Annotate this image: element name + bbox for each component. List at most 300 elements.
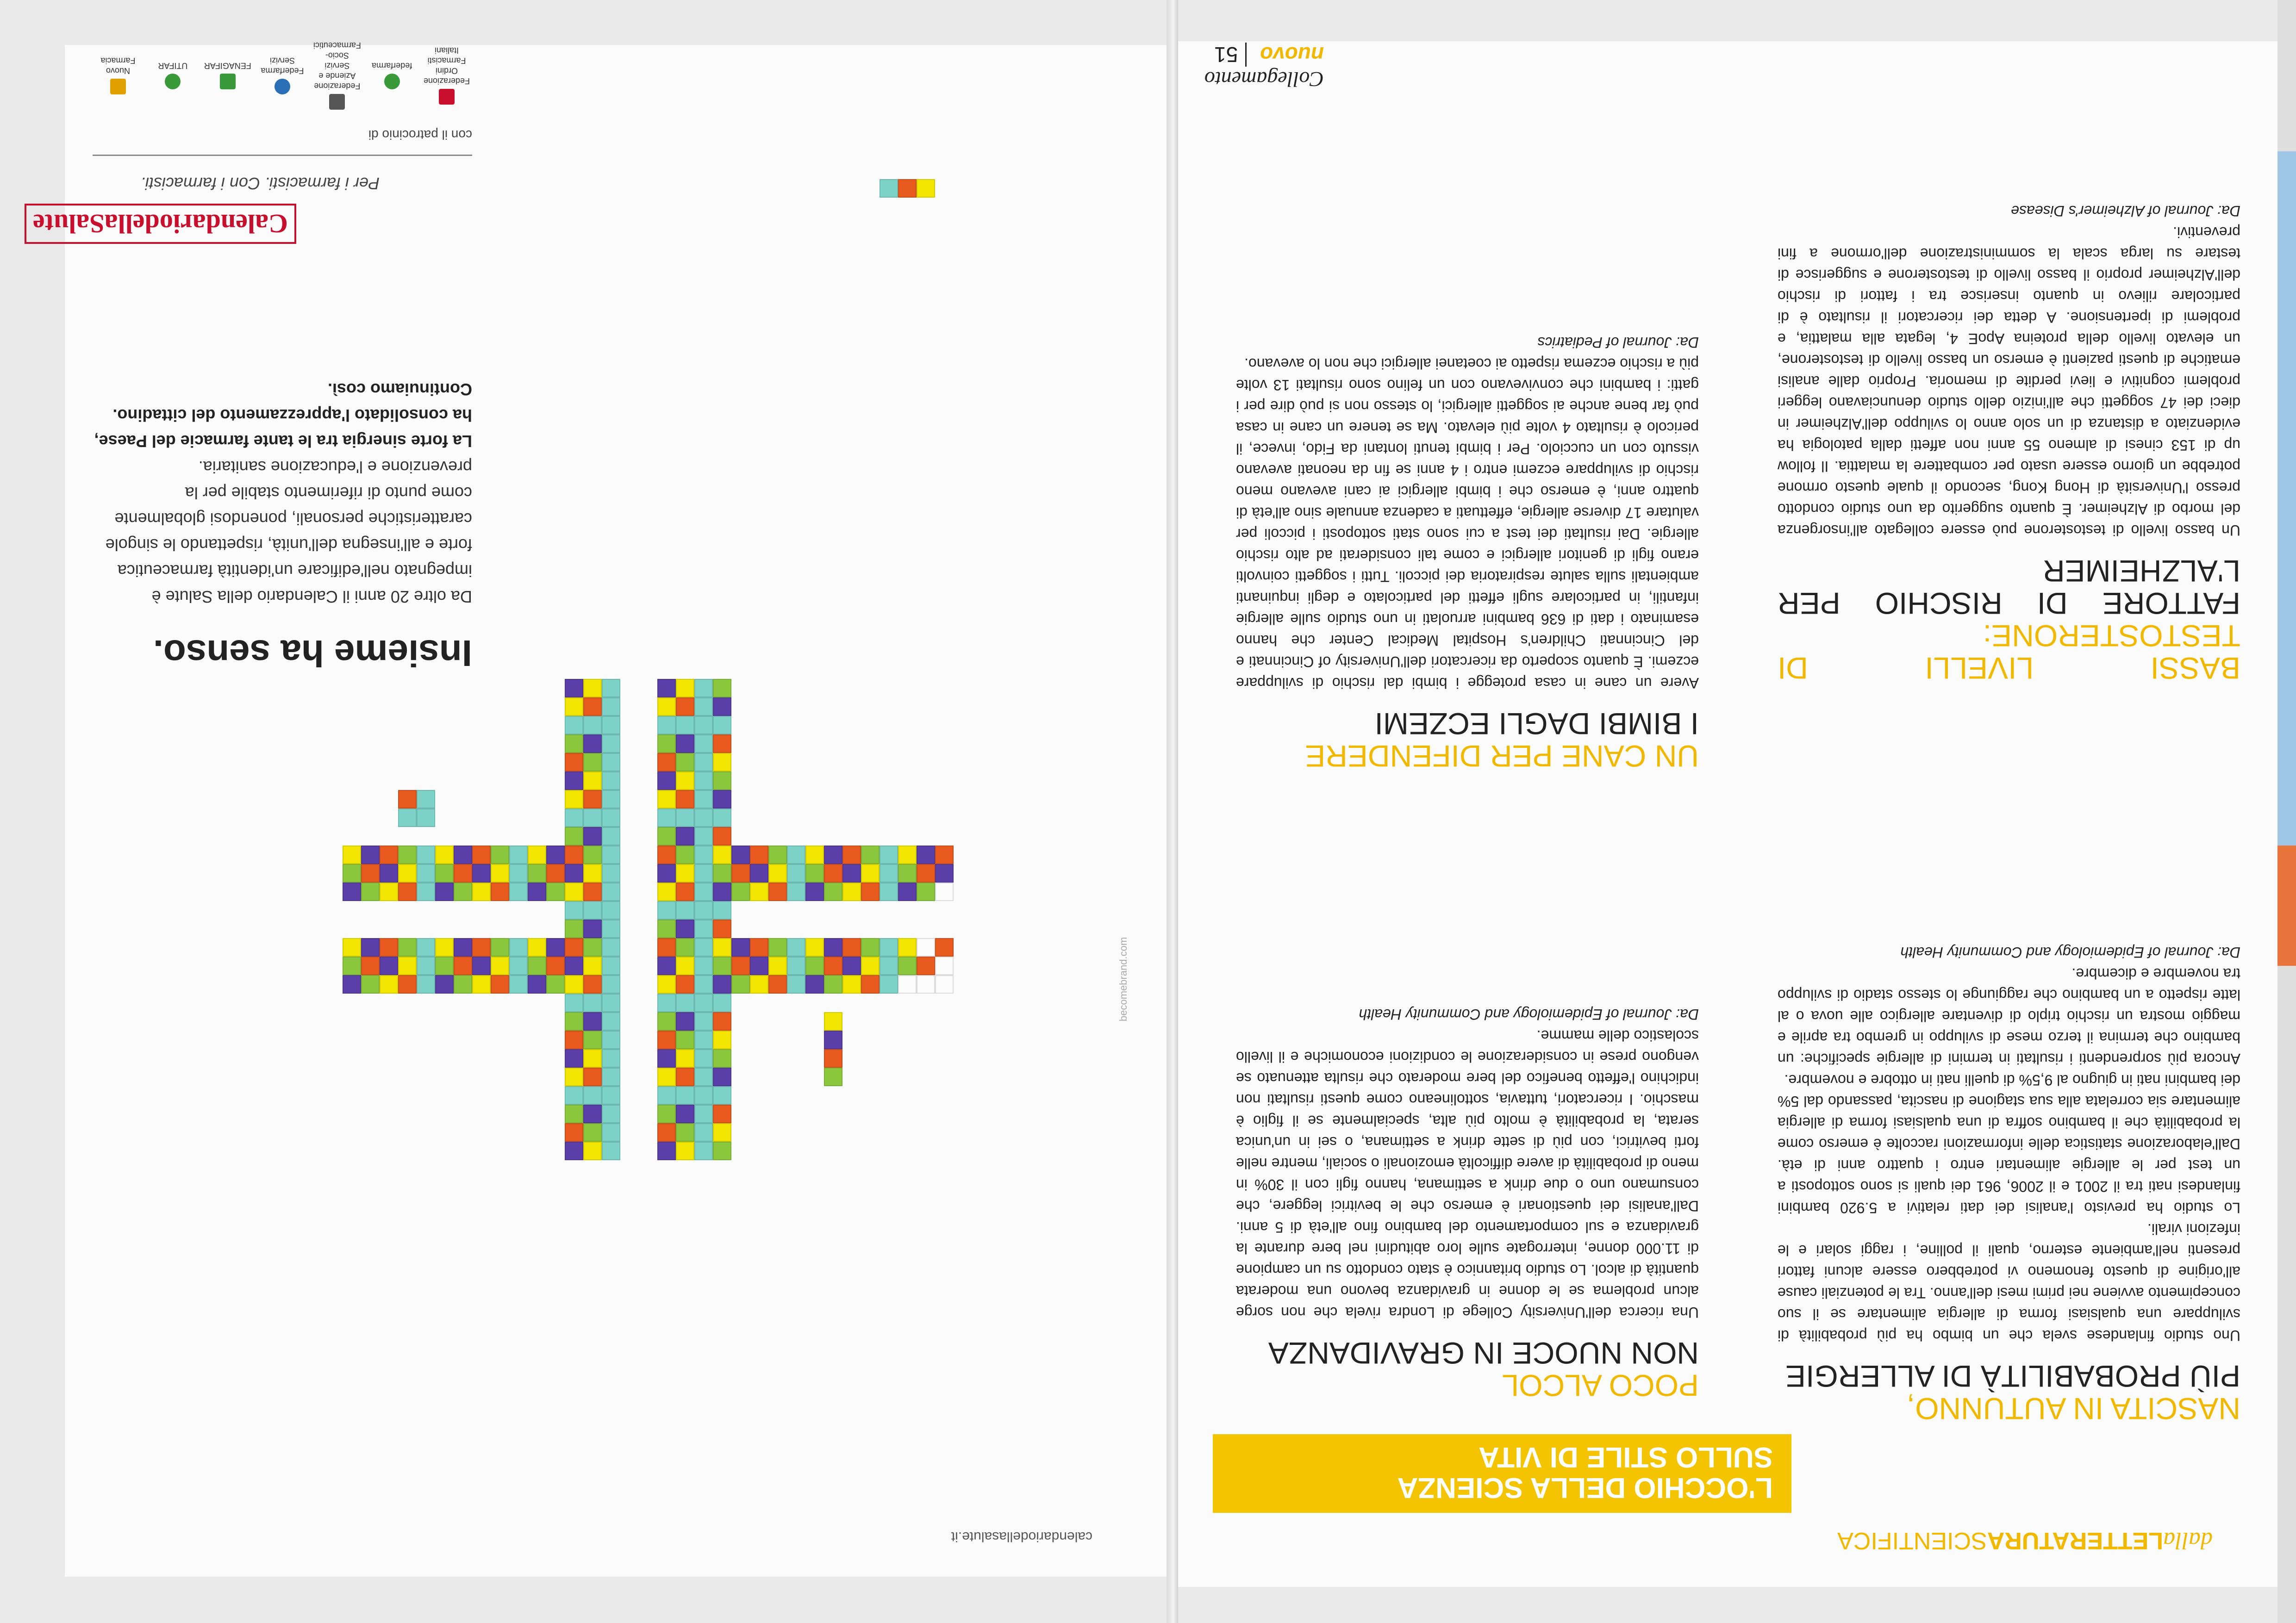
tetris-block bbox=[917, 975, 935, 994]
tetris-block bbox=[602, 994, 620, 1012]
logo-label: Nuovo Farmacia bbox=[100, 56, 136, 75]
tetris-block bbox=[694, 975, 713, 994]
tetris-block bbox=[602, 753, 620, 771]
tetris-block bbox=[454, 883, 472, 901]
tetris-block bbox=[935, 864, 954, 883]
tetris-block bbox=[417, 938, 435, 957]
tetris-block bbox=[565, 679, 583, 697]
tetris-block bbox=[805, 975, 824, 994]
tetris-block bbox=[546, 975, 565, 994]
tetris-block bbox=[880, 883, 898, 901]
tetris-block bbox=[361, 975, 380, 994]
tetris-block bbox=[380, 864, 398, 883]
tetris-block bbox=[657, 808, 676, 827]
banner-text bbox=[1397, 1442, 1773, 1503]
tetris-block bbox=[787, 846, 805, 864]
tetris-block bbox=[380, 975, 398, 994]
tetris-block bbox=[583, 753, 602, 771]
tetris-block bbox=[713, 1012, 731, 1031]
ad-body-paragraph: Da oltre 20 anni il Calendario della Salute è impegnato nell'edificare un'identità farmaceutica forte e all'insegna dell'unità, rispettando le singole caratteristiche personali, ponendosi globalmente come punto di riferimento stabile per la prevenzione e l'educazione sanitaria. bbox=[105, 458, 472, 606]
article-subtitle: I BIMBI DAGLI ECZEMI bbox=[1374, 707, 1699, 741]
binding-spine bbox=[1167, 0, 1178, 1623]
tetris-block bbox=[602, 1068, 620, 1086]
tetris-block bbox=[509, 938, 528, 957]
tetris-block bbox=[750, 846, 768, 864]
tetris-block bbox=[583, 697, 602, 716]
tetris-block bbox=[657, 883, 676, 901]
tetris-block bbox=[694, 1031, 713, 1049]
page-folio bbox=[1178, 42, 1324, 92]
tetris-block bbox=[676, 938, 694, 957]
tetris-block bbox=[676, 846, 694, 864]
tetris-block bbox=[472, 864, 491, 883]
tetris-block bbox=[676, 920, 694, 938]
tetris-block bbox=[602, 679, 620, 697]
patron-logo bbox=[421, 45, 472, 105]
tetris-block bbox=[509, 846, 528, 864]
tetris-block bbox=[657, 975, 676, 994]
tetris-block bbox=[491, 975, 509, 994]
tetris-block bbox=[565, 697, 583, 716]
tetris-block bbox=[657, 753, 676, 771]
tetris-block bbox=[713, 957, 731, 975]
tetris-block bbox=[454, 846, 472, 864]
tetris-block bbox=[657, 1105, 676, 1123]
tetris-block bbox=[768, 846, 787, 864]
tetris-block bbox=[491, 864, 509, 883]
tetris-block bbox=[898, 179, 917, 198]
tetris-block bbox=[713, 716, 731, 734]
article-subtitle: FATTORE DI RISCHIO PER L'ALZHEIMER bbox=[1778, 554, 2240, 621]
tetris-block bbox=[861, 864, 880, 883]
tetris-block bbox=[694, 1142, 713, 1160]
tetris-block bbox=[602, 975, 620, 994]
tetris-block bbox=[842, 883, 861, 901]
tetris-block bbox=[694, 808, 713, 827]
tetris-block bbox=[602, 1123, 620, 1142]
tetris-block bbox=[398, 975, 417, 994]
tetris-block bbox=[917, 938, 935, 957]
tetris-block bbox=[768, 883, 787, 901]
logo-mark-icon bbox=[275, 79, 290, 94]
tetris-block bbox=[917, 883, 935, 901]
tetris-block bbox=[713, 920, 731, 938]
article-paragraph: Una ricerca dell'University College di Londra rivela che non sorge alcun problema se le donne in gravidanza bevono una moderata quantità di alcol. Lo studio britannico è stato condotto su un campione di 11.000 donne, interrogate sulle loro abitudini nel bere durante la gravidanza e sul comportamento del bambino fino all'età di 5 anni. Dall'analisi dei questionari è emerso che le bevitrici leggere, che consumano uno o due drink a settimana, hanno figli con il 30% in meno di probabilità di avere difficoltà emozionali o sociali, mentre nelle forti bevitrici, con più di sette drink a settimana, o sei in un'unica serata, la probabilità è molto più alta, specialmente se il figlio è maschio. I ricercatori, tuttavia, sottolineano come questi risultati non indichino l'effetto benefico del bere moderato che risulta attenuato se vengono prese in considerazione le condizioni economiche e il livello scolastico delle mamme. bbox=[1236, 1027, 1699, 1321]
tetris-block bbox=[694, 771, 713, 790]
tetris-block bbox=[602, 1031, 620, 1049]
tetris-block bbox=[509, 883, 528, 901]
tetris-block bbox=[917, 957, 935, 975]
tetris-block bbox=[583, 734, 602, 753]
tetris-block bbox=[731, 957, 750, 975]
ad-tagline: Per i farmacisti. Con i farmacisti. bbox=[140, 174, 380, 193]
tetris-block bbox=[935, 883, 954, 901]
tetris-block bbox=[750, 938, 768, 957]
tetris-block bbox=[842, 938, 861, 957]
tetris-block bbox=[454, 864, 472, 883]
tetris-block bbox=[657, 734, 676, 753]
tetris-block bbox=[583, 1031, 602, 1049]
tetris-block bbox=[898, 883, 917, 901]
tetris-block bbox=[657, 1086, 676, 1105]
tetris-block bbox=[713, 1105, 731, 1123]
tetris-block bbox=[898, 938, 917, 957]
page-edge-band bbox=[2277, 846, 2296, 966]
tetris-block bbox=[676, 827, 694, 846]
article-subtitle: PIÙ PROBABILITÀ DI ALLERGIE bbox=[1785, 1359, 2240, 1393]
tetris-block bbox=[694, 901, 713, 920]
tetris-block bbox=[528, 975, 546, 994]
logo-label: UTIFAR bbox=[158, 61, 188, 70]
patron-logo bbox=[312, 40, 362, 110]
banner-line-2: SULLO STILE DI VITA bbox=[1478, 1441, 1773, 1473]
tetris-block bbox=[583, 1142, 602, 1160]
tetris-block bbox=[694, 1086, 713, 1105]
tetris-block bbox=[435, 883, 454, 901]
tetris-block bbox=[546, 957, 565, 975]
article-cane bbox=[1236, 332, 1699, 772]
tetris-block bbox=[694, 994, 713, 1012]
tetris-block bbox=[880, 846, 898, 864]
tetris-block bbox=[805, 864, 824, 883]
tetris-block bbox=[565, 1049, 583, 1068]
tetris-block bbox=[694, 864, 713, 883]
masthead-scientifica: SCIENTIFICA bbox=[1837, 1527, 1987, 1554]
tetris-block bbox=[824, 1049, 842, 1068]
tetris-block bbox=[694, 883, 713, 901]
tetris-block bbox=[583, 1105, 602, 1123]
patron-logo bbox=[202, 61, 253, 89]
tetris-block bbox=[731, 938, 750, 957]
tetris-block bbox=[787, 883, 805, 901]
tetris-block bbox=[694, 753, 713, 771]
tetris-block bbox=[824, 883, 842, 901]
article-paragraph: Ancora più sorprendenti i risultati in termini di allergie specifiche: un bambino che termina il terzo mese di sviluppo in grembo tra aprile e maggio mostra un rischio triplo di diventare allergico alle uova o al latte rispetto a un bambino che raggiunge lo stesso stadio di sviluppo tra novembre e dicembre. bbox=[1778, 965, 2240, 1067]
tetris-block bbox=[398, 957, 417, 975]
tetris-block bbox=[417, 864, 435, 883]
ad-body-bold: La forte sinergia tra le tante farmacie del Paese, ha consolidato l'apprezzamento del cittadino. Continuiamo così. bbox=[94, 380, 472, 451]
tetris-block bbox=[380, 883, 398, 901]
tetris-block bbox=[935, 846, 954, 864]
tetris-block bbox=[361, 938, 380, 957]
tetris-block bbox=[676, 864, 694, 883]
tetris-block bbox=[676, 1031, 694, 1049]
tetris-block bbox=[602, 1105, 620, 1123]
tetris-block bbox=[694, 1049, 713, 1068]
tetris-block bbox=[694, 957, 713, 975]
patron-logo bbox=[367, 61, 418, 89]
tetris-block bbox=[343, 975, 361, 994]
tetris-block bbox=[546, 938, 565, 957]
tetris-block bbox=[583, 1086, 602, 1105]
tetris-block bbox=[472, 975, 491, 994]
tetris-block bbox=[583, 938, 602, 957]
tetris-block bbox=[583, 808, 602, 827]
section-masthead bbox=[1837, 1527, 2213, 1555]
tetris-block bbox=[694, 920, 713, 938]
tetris-block bbox=[583, 716, 602, 734]
tetris-block bbox=[417, 975, 435, 994]
tetris-block bbox=[343, 864, 361, 883]
tetris-block bbox=[417, 808, 435, 827]
tetris-block bbox=[713, 679, 731, 697]
tetris-block bbox=[602, 957, 620, 975]
tetris-block bbox=[565, 790, 583, 808]
tetris-block bbox=[880, 938, 898, 957]
advertisement-page bbox=[32, 41, 1167, 1577]
tetris-block bbox=[361, 883, 380, 901]
tetris-block bbox=[694, 846, 713, 864]
tetris-block bbox=[583, 957, 602, 975]
tetris-block bbox=[713, 790, 731, 808]
tetris-block bbox=[583, 1123, 602, 1142]
tetris-block bbox=[454, 975, 472, 994]
tetris-block bbox=[676, 771, 694, 790]
article-source: Da: Journal of Epidemiology and Community Health bbox=[1359, 1006, 1699, 1023]
tetris-block bbox=[583, 1012, 602, 1031]
article-allergie bbox=[1778, 942, 2240, 1425]
tetris-block bbox=[472, 938, 491, 957]
tetris-block bbox=[861, 883, 880, 901]
tetris-block bbox=[583, 771, 602, 790]
article-title: BASSI LIVELLI DI TESTOSTERONE: bbox=[1778, 619, 2240, 685]
tetris-block bbox=[565, 1031, 583, 1049]
tetris-block bbox=[583, 975, 602, 994]
tetris-block bbox=[694, 1068, 713, 1086]
tetris-block bbox=[602, 1086, 620, 1105]
tetris-block bbox=[491, 846, 509, 864]
tetris-block bbox=[713, 697, 731, 716]
logo-label: FENAGIFAR bbox=[204, 61, 251, 70]
tetris-block bbox=[565, 1105, 583, 1123]
folio-nuovo: nuovo bbox=[1260, 43, 1324, 67]
tetris-block bbox=[713, 808, 731, 827]
tetris-block bbox=[602, 734, 620, 753]
tetris-block bbox=[380, 957, 398, 975]
tetris-block bbox=[602, 864, 620, 883]
tetris-block bbox=[694, 1105, 713, 1123]
tetris-block bbox=[935, 975, 954, 994]
tetris-block bbox=[528, 846, 546, 864]
tetris-block bbox=[583, 679, 602, 697]
tetris-block bbox=[565, 808, 583, 827]
tetris-block bbox=[657, 920, 676, 938]
tetris-block bbox=[602, 846, 620, 864]
tetris-block bbox=[435, 864, 454, 883]
tetris-block bbox=[713, 901, 731, 920]
tetris-block bbox=[917, 846, 935, 864]
tetris-block bbox=[472, 883, 491, 901]
tetris-block bbox=[676, 734, 694, 753]
tetris-block bbox=[713, 827, 731, 846]
tetris-block bbox=[583, 994, 602, 1012]
tetris-block bbox=[657, 1049, 676, 1068]
tetris-block bbox=[398, 790, 417, 808]
tetris-block bbox=[676, 697, 694, 716]
side-credit-url: becomebrand.com bbox=[1117, 937, 1129, 1021]
tetris-block bbox=[528, 864, 546, 883]
tetris-block bbox=[842, 975, 861, 994]
tetris-block bbox=[565, 716, 583, 734]
tetris-block bbox=[935, 938, 954, 957]
tetris-block bbox=[898, 957, 917, 975]
tetris-block bbox=[565, 994, 583, 1012]
tetris-block bbox=[805, 938, 824, 957]
tetris-block bbox=[880, 179, 898, 198]
patron-logo bbox=[93, 56, 144, 94]
tetris-block bbox=[398, 846, 417, 864]
tetris-block bbox=[713, 975, 731, 994]
tetris-block bbox=[917, 179, 935, 198]
patronage-label: con il patrocinio di bbox=[368, 128, 472, 142]
tetris-block bbox=[861, 846, 880, 864]
tetris-block bbox=[713, 1031, 731, 1049]
tetris-block bbox=[657, 938, 676, 957]
tetris-block bbox=[676, 1086, 694, 1105]
tetris-block bbox=[713, 1049, 731, 1068]
tetris-block bbox=[509, 957, 528, 975]
website-url[interactable]: calendariodellasalute.it bbox=[951, 1529, 1092, 1544]
tetris-block bbox=[768, 957, 787, 975]
tetris-block bbox=[880, 975, 898, 994]
tetris-block bbox=[861, 957, 880, 975]
tetris-block bbox=[343, 957, 361, 975]
tetris-block bbox=[713, 883, 731, 901]
tetris-block bbox=[565, 1012, 583, 1031]
tetris-block bbox=[417, 846, 435, 864]
tetris-block bbox=[528, 883, 546, 901]
patron-logo bbox=[257, 56, 308, 94]
tetris-block bbox=[676, 957, 694, 975]
tetris-block bbox=[602, 883, 620, 901]
tetris-block bbox=[713, 734, 731, 753]
tetris-block bbox=[694, 697, 713, 716]
tetris-block bbox=[583, 864, 602, 883]
banner-line-1: L'OCCHIO DELLA SCIENZA bbox=[1397, 1472, 1773, 1504]
tetris-block bbox=[805, 846, 824, 864]
tetris-block bbox=[565, 975, 583, 994]
tetris-block bbox=[565, 883, 583, 901]
page-number: 51 bbox=[1214, 43, 1247, 67]
logo-mark-icon bbox=[384, 74, 400, 89]
tetris-block bbox=[583, 846, 602, 864]
tetris-block bbox=[602, 771, 620, 790]
tetris-block bbox=[676, 1105, 694, 1123]
logo-mark-icon bbox=[220, 74, 236, 89]
tetris-block bbox=[398, 883, 417, 901]
tetris-block bbox=[657, 1123, 676, 1142]
tetris-block bbox=[343, 938, 361, 957]
logo-mark-icon bbox=[110, 79, 126, 94]
article-testosterone bbox=[1778, 200, 2240, 684]
page-edge-band bbox=[2277, 151, 2296, 846]
tetris-block bbox=[713, 1123, 731, 1142]
tetris-block bbox=[565, 771, 583, 790]
tetris-block bbox=[676, 790, 694, 808]
divider bbox=[93, 155, 472, 156]
ad-headline: Insieme ha senso. bbox=[153, 633, 472, 674]
tetris-block bbox=[546, 846, 565, 864]
article-title: NASCITA IN AUTUNNO, bbox=[1906, 1392, 2240, 1426]
tetris-block bbox=[454, 957, 472, 975]
tetris-block bbox=[713, 864, 731, 883]
tetris-block bbox=[676, 1142, 694, 1160]
tetris-block bbox=[768, 975, 787, 994]
tetris-block bbox=[787, 975, 805, 994]
article-source: Da: Journal of Pediatrics bbox=[1537, 334, 1699, 351]
tetris-block bbox=[398, 864, 417, 883]
tetris-block bbox=[824, 975, 842, 994]
tetris-block bbox=[657, 994, 676, 1012]
tetris-block bbox=[824, 957, 842, 975]
tetris-block bbox=[676, 883, 694, 901]
tetris-block bbox=[565, 1123, 583, 1142]
tetris-block bbox=[657, 1012, 676, 1031]
tetris-block bbox=[824, 864, 842, 883]
tetris-block bbox=[713, 994, 731, 1012]
tetris-block bbox=[528, 938, 546, 957]
tetris-block bbox=[750, 864, 768, 883]
tetris-block bbox=[602, 1012, 620, 1031]
tetris-block bbox=[602, 716, 620, 734]
tetris-block bbox=[565, 938, 583, 957]
tetris-block bbox=[676, 901, 694, 920]
article-paragraph: Uno studio finlandese svela che un bimbo ha più probabilità di sviluppare una qualsiasi forma di allergia alimentare se il suo concepimento avviene nei primi mesi dell'anno. Tra le potenziali cause all'origine di questo fenomeno vi potrebbero essere alcuni fattori presenti nell'ambiente esterno, quali il polline, i raggi solari e le infezioni virali. bbox=[1778, 1221, 2240, 1344]
article-source: Da: Journal of Epidemiology and Community Health bbox=[1900, 944, 2240, 961]
tetris-block bbox=[602, 790, 620, 808]
logo-mark-icon bbox=[439, 89, 455, 105]
tetris-block bbox=[768, 864, 787, 883]
tetris-block bbox=[657, 846, 676, 864]
tetris-block bbox=[676, 975, 694, 994]
brand-logo: CalendariodellaSalute bbox=[25, 204, 296, 244]
tetris-block bbox=[565, 1068, 583, 1086]
tetris-block bbox=[694, 734, 713, 753]
logo-label: Federazione Aziende e Servizi Socio-Farmaceutici bbox=[313, 41, 361, 91]
tetris-block bbox=[491, 957, 509, 975]
tetris-block bbox=[787, 864, 805, 883]
ad-body-text bbox=[93, 376, 472, 609]
article-title: UN CANE PER DIFENDERE bbox=[1305, 739, 1699, 773]
tetris-block bbox=[565, 827, 583, 846]
tetris-block bbox=[805, 957, 824, 975]
tetris-block bbox=[880, 864, 898, 883]
tetris-block bbox=[417, 883, 435, 901]
tetris-block bbox=[528, 957, 546, 975]
tetris-block bbox=[713, 771, 731, 790]
tetris-block bbox=[380, 938, 398, 957]
tetris-block bbox=[398, 808, 417, 827]
article-title: POCO ALCOL bbox=[1502, 1368, 1699, 1403]
tetris-block bbox=[880, 957, 898, 975]
folio-brand: Collegamento bbox=[1204, 68, 1324, 91]
tetris-block bbox=[583, 901, 602, 920]
tetris-block bbox=[657, 864, 676, 883]
tetris-block bbox=[676, 1123, 694, 1142]
article-paragraph: Un basso livello di testosterone può essere collegato all'insorgenza del morbo di Alzheimer. È quanto suggerito da uno studio condotto presso l'Università di Hong Kong, secondo il quale questo ormone potrebbe un giorno essere usato per combattere la malattia. Il follow up di 153 cinesi di almeno 55 anni non affetti dalla patologia ha evidenziato a distanza di un solo anno lo sviluppo dell'Alzheimer in dieci dei 47 soggetti che all'inizio dello studio denunciavano leggeri problemi cognitivi e lievi perdite di memoria. Proprio dalle analisi ematiche di questi pazienti è emerso un basso livello di testosterone, un elevato livello della proteina ApoE 4, legata alla malattia, e problemi di ipertensione. A detta dei ricercatori il risultato è di particolare rilievo in quanto inserisce tra i fattori di rischio dell'Alzheimer proprio il basso livello di testosterone e suggerisce di testare su larga scala la somministrazione dell'ormone a fini preventivi. bbox=[1778, 224, 2240, 539]
tetris-block bbox=[676, 1068, 694, 1086]
tetris-block bbox=[602, 697, 620, 716]
tetris-block bbox=[713, 1086, 731, 1105]
logo-mark-icon bbox=[329, 94, 345, 110]
tetris-block bbox=[602, 1049, 620, 1068]
tetris-block bbox=[676, 1012, 694, 1031]
tetris-block bbox=[694, 938, 713, 957]
tetris-block bbox=[565, 753, 583, 771]
tetris-block bbox=[676, 679, 694, 697]
tetris-block bbox=[509, 864, 528, 883]
tetris-block bbox=[583, 1068, 602, 1086]
